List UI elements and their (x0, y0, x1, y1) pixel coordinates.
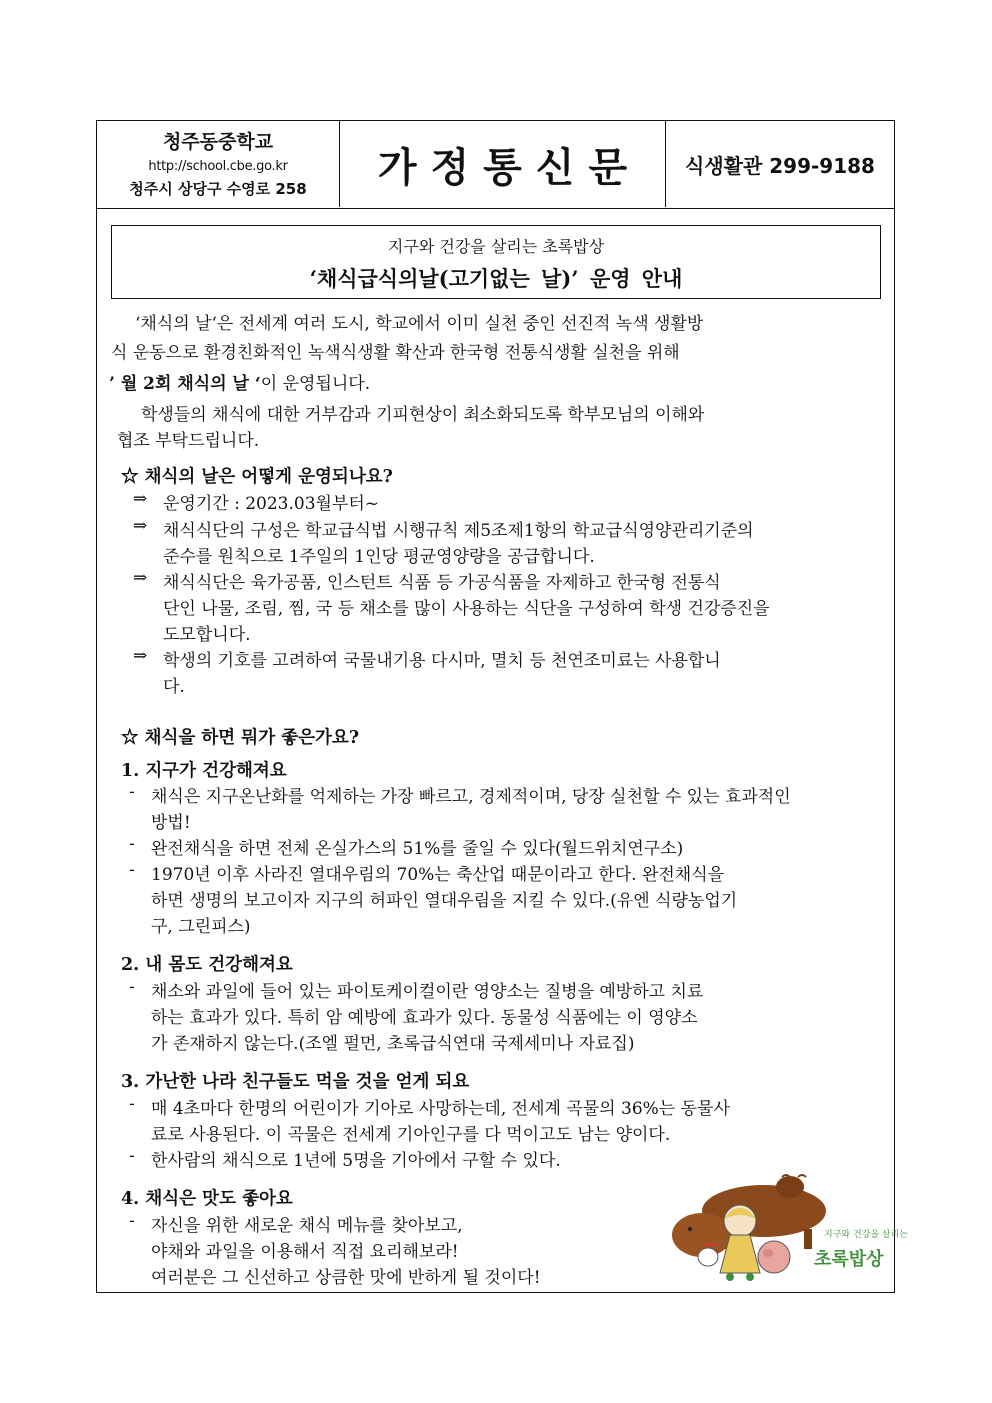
banner-subtitle: 지구와 건강을 살리는 초록밥상 (387, 237, 605, 256)
p4-a-line-1: 자신을 위한 새로운 채식 메뉴를 찾아보고, (151, 1216, 463, 1236)
school-address: 청주시 상당구 수영로 258 (129, 180, 307, 198)
p1-dash-a: - (129, 782, 135, 802)
pig-body (758, 1241, 790, 1273)
intro-emphasis: ’ 월 2회 채식의 날 ‘ (109, 374, 261, 394)
school-info (97, 121, 340, 207)
s1-item-3-line-2: 단인 나물, 조림, 찜, 국 등 채소를 많이 사용하는 식단을 구성하여 학생 건강증진을 (163, 599, 770, 619)
p3-a-line-2: 료로 사용된다. 이 곡물은 전세계 기아인구를 다 먹이고도 남는 양이다. (151, 1125, 671, 1145)
s1-item-3-line-1: 채식식단은 육가공품, 인스턴트 식품 등 가공식품을 자제하고 한국형 전통식 (163, 573, 721, 593)
s1-item-2-line-2: 준수를 원칙으로 1주일의 1인당 평균영양량을 공급합니다. (163, 547, 595, 567)
header (97, 121, 894, 209)
p1-c-line-1: 1970년 이후 사라진 열대우림의 70%는 축산업 때문이라고 한다. 완전채식을 (151, 865, 725, 885)
point-1-title: 1. 지구가 건강해져요 (121, 761, 287, 781)
newsletter-frame (96, 120, 908, 1293)
point-3-title: 3. 가난한 나라 친구들도 먹을 것을 얻게 되요 (121, 1072, 470, 1092)
p2-a-line-3: 가 존재하지 않는다.(조엘 펄먼, 초록급식연대 국제세미나 자료집) (151, 1034, 635, 1054)
section-2-heading: ☆ 채식을 하면 뭐가 좋은가요? (121, 728, 360, 748)
p3-dash-a: - (129, 1094, 135, 1114)
p4-dash-a: - (129, 1211, 135, 1231)
green-table-illustration (664, 1173, 908, 1285)
caption-big: 초록밥상 (814, 1249, 884, 1270)
s1-bullet-3: ⇒ (133, 568, 148, 588)
p2-dash-a: - (129, 977, 135, 997)
s1-bullet-4: ⇒ (133, 646, 148, 666)
title-cell (340, 121, 666, 207)
contact-cell (666, 121, 894, 207)
s1-bullet-1: ⇒ (133, 489, 148, 509)
s1-item-1: 운영기간 : 2023.03월부터~ (163, 494, 380, 514)
school-website: http://school.cbe.go.kr (148, 159, 288, 174)
cow-head (776, 1176, 804, 1198)
child-foot-2 (746, 1273, 754, 1281)
s1-item-2-line-1: 채식식단의 구성은 학교급식법 시행규칙 제5조제1항의 학교급식영양관리기준의 (163, 521, 754, 541)
p1-a-line-2: 방법! (151, 813, 191, 833)
s1-item-3-line-3: 도모합니다. (163, 625, 251, 645)
p2-a-line-1: 채소와 과일에 들어 있는 파이토케이컬이란 영양소는 질병을 예방하고 치료 (151, 982, 704, 1002)
intro-line-4: 학생들의 채식에 대한 거부감과 기피현상이 최소화되도록 학부모님의 이해와 (141, 405, 705, 425)
section-1-heading: ☆ 채식의 날은 어떻게 운영되나요? (121, 467, 393, 487)
p3-b: 한사람의 채식으로 1년에 5명을 기아에서 구할 수 있다. (151, 1151, 561, 1171)
child-foot (726, 1273, 734, 1281)
intro-line-5: 협조 부탁드립니다. (117, 431, 260, 451)
p1-dash-b: - (129, 834, 135, 854)
intro-line-2: 식 운동으로 환경친화적인 녹색식생활 확산과 한국형 전통식생활 실천을 위해 (111, 343, 680, 363)
caption-small: 지구와 건강을 살리는 (824, 1230, 908, 1240)
s1-item-4-line-2: 다. (163, 677, 185, 697)
calf-eye (688, 1227, 692, 1231)
p1-c-line-3: 구, 그린피스) (151, 917, 251, 937)
banner-box (111, 225, 881, 299)
chicken-body (698, 1248, 718, 1266)
p1-c-line-2: 하면 생명의 보고이자 지구의 허파인 열대우림을 지킬 수 있다.(유엔 식량농업기 (151, 891, 738, 911)
contact-info: 식생활관 299-9188 (685, 153, 875, 178)
cow-leg-2 (804, 1229, 812, 1249)
school-name: 청주동중학교 (162, 131, 274, 153)
p3-a-line-1: 매 4초마다 한명의 어린이가 기아로 사망하는데, 전세계 곡물의 36%는 동물사 (151, 1099, 730, 1119)
p1-dash-c: - (129, 860, 135, 880)
p3-dash-b: - (129, 1146, 135, 1166)
intro-line-1: ‘채식의 날‘은 전세계 여러 도시, 학교에서 이미 실천 중인 선진적 녹색 생활방 (135, 314, 704, 334)
p1-b: 완전채식을 하면 전체 온실가스의 51%를 줄일 수 있다(월드위치연구소) (151, 839, 684, 859)
p4-a-line-2: 야채와 과일을 이용해서 직접 요리해보라! (151, 1242, 459, 1262)
intro-line-3 (109, 369, 370, 394)
p1-a-line-1: 채식은 지구온난화를 억제하는 가장 빠르고, 경제적이며, 당장 실천할 수 있는 효과적인 (151, 787, 791, 807)
s1-bullet-2: ⇒ (133, 516, 148, 536)
p4-a-line-3: 여러분은 그 신선하고 상큼한 맛에 반하게 될 것이다! (151, 1268, 541, 1288)
point-2-title: 2. 내 몸도 건강해져요 (121, 955, 293, 975)
banner-title: ‘채식급식의날(고기없는 날)’ 운영 안내 (309, 266, 683, 291)
pig-snout (763, 1249, 773, 1257)
p2-a-line-2: 하는 효과가 있다. 특히 암 예방에 효과가 있다. 동물성 식품에는 이 영양소 (151, 1008, 698, 1028)
s1-item-4-line-1: 학생의 기호를 고려하여 국물내기용 다시마, 멸치 등 천연조미료는 사용합니 (163, 651, 721, 671)
page-title: 가정통신문 (377, 144, 642, 191)
intro-line-3-rest: 이 운영됩니다. (260, 374, 371, 394)
point-4-title: 4. 채식은 맛도 좋아요 (121, 1189, 293, 1209)
